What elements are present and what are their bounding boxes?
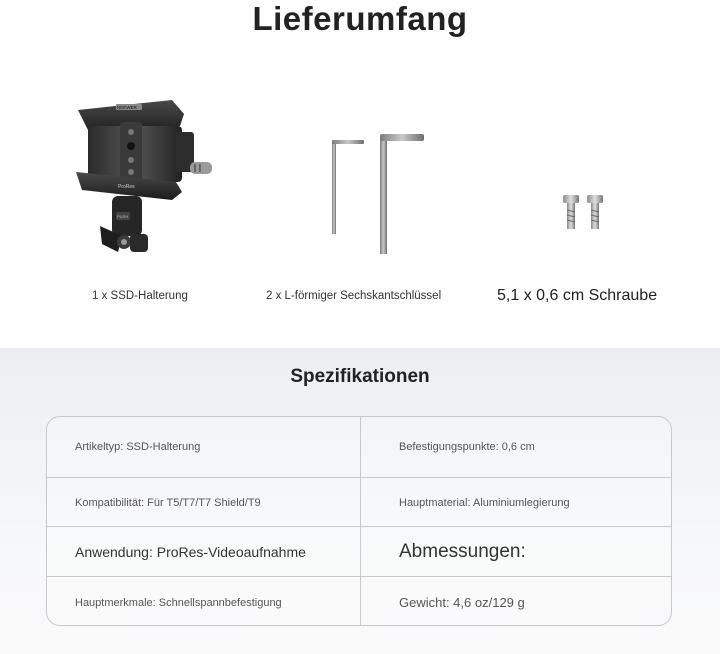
spec-application: Anwendung: ProRes-Videoaufnahme — [75, 544, 306, 560]
spec-dimensions: Abmessungen: — [360, 527, 672, 577]
spec-row — [47, 576, 671, 626]
spec-material: Hauptmaterial: Aluminiumlegierung — [360, 478, 672, 527]
spec-item-type: Artikeltyp: SSD-Halterung — [75, 441, 201, 453]
screw-image — [560, 192, 610, 232]
hex-key-image — [326, 132, 430, 258]
spec-row — [47, 477, 671, 527]
spec-row — [47, 526, 671, 577]
brand-label: NEEWER — [117, 105, 137, 110]
item-caption-mount: 1 x SSD-Halterung — [92, 290, 188, 302]
spec-compatibility: Kompatibilität: Für T5/T7/T7 Shield/T9 — [75, 496, 261, 509]
page-title: Lieferumfang — [252, 0, 468, 37]
ssd-mount-image — [72, 96, 220, 264]
spec-table — [46, 416, 672, 626]
item-caption-screws: 5,1 x 0,6 cm Schraube — [497, 287, 658, 304]
model-label: ProRes — [118, 184, 135, 190]
spec-features: Hauptmerkmale: Schnellspannbefestigung — [75, 596, 282, 609]
spec-weight: Gewicht: 4,6 oz/129 g — [360, 577, 672, 626]
push-label: PUSH — [117, 214, 129, 219]
spec-title: Spezifikationen — [290, 366, 430, 387]
spec-row — [47, 417, 671, 477]
item-caption-hex-keys: 2 x L-förmiger Sechskantschlüssel — [266, 290, 442, 302]
spec-mount-points: Befestigungspunkte: 0,6 cm — [360, 417, 672, 477]
